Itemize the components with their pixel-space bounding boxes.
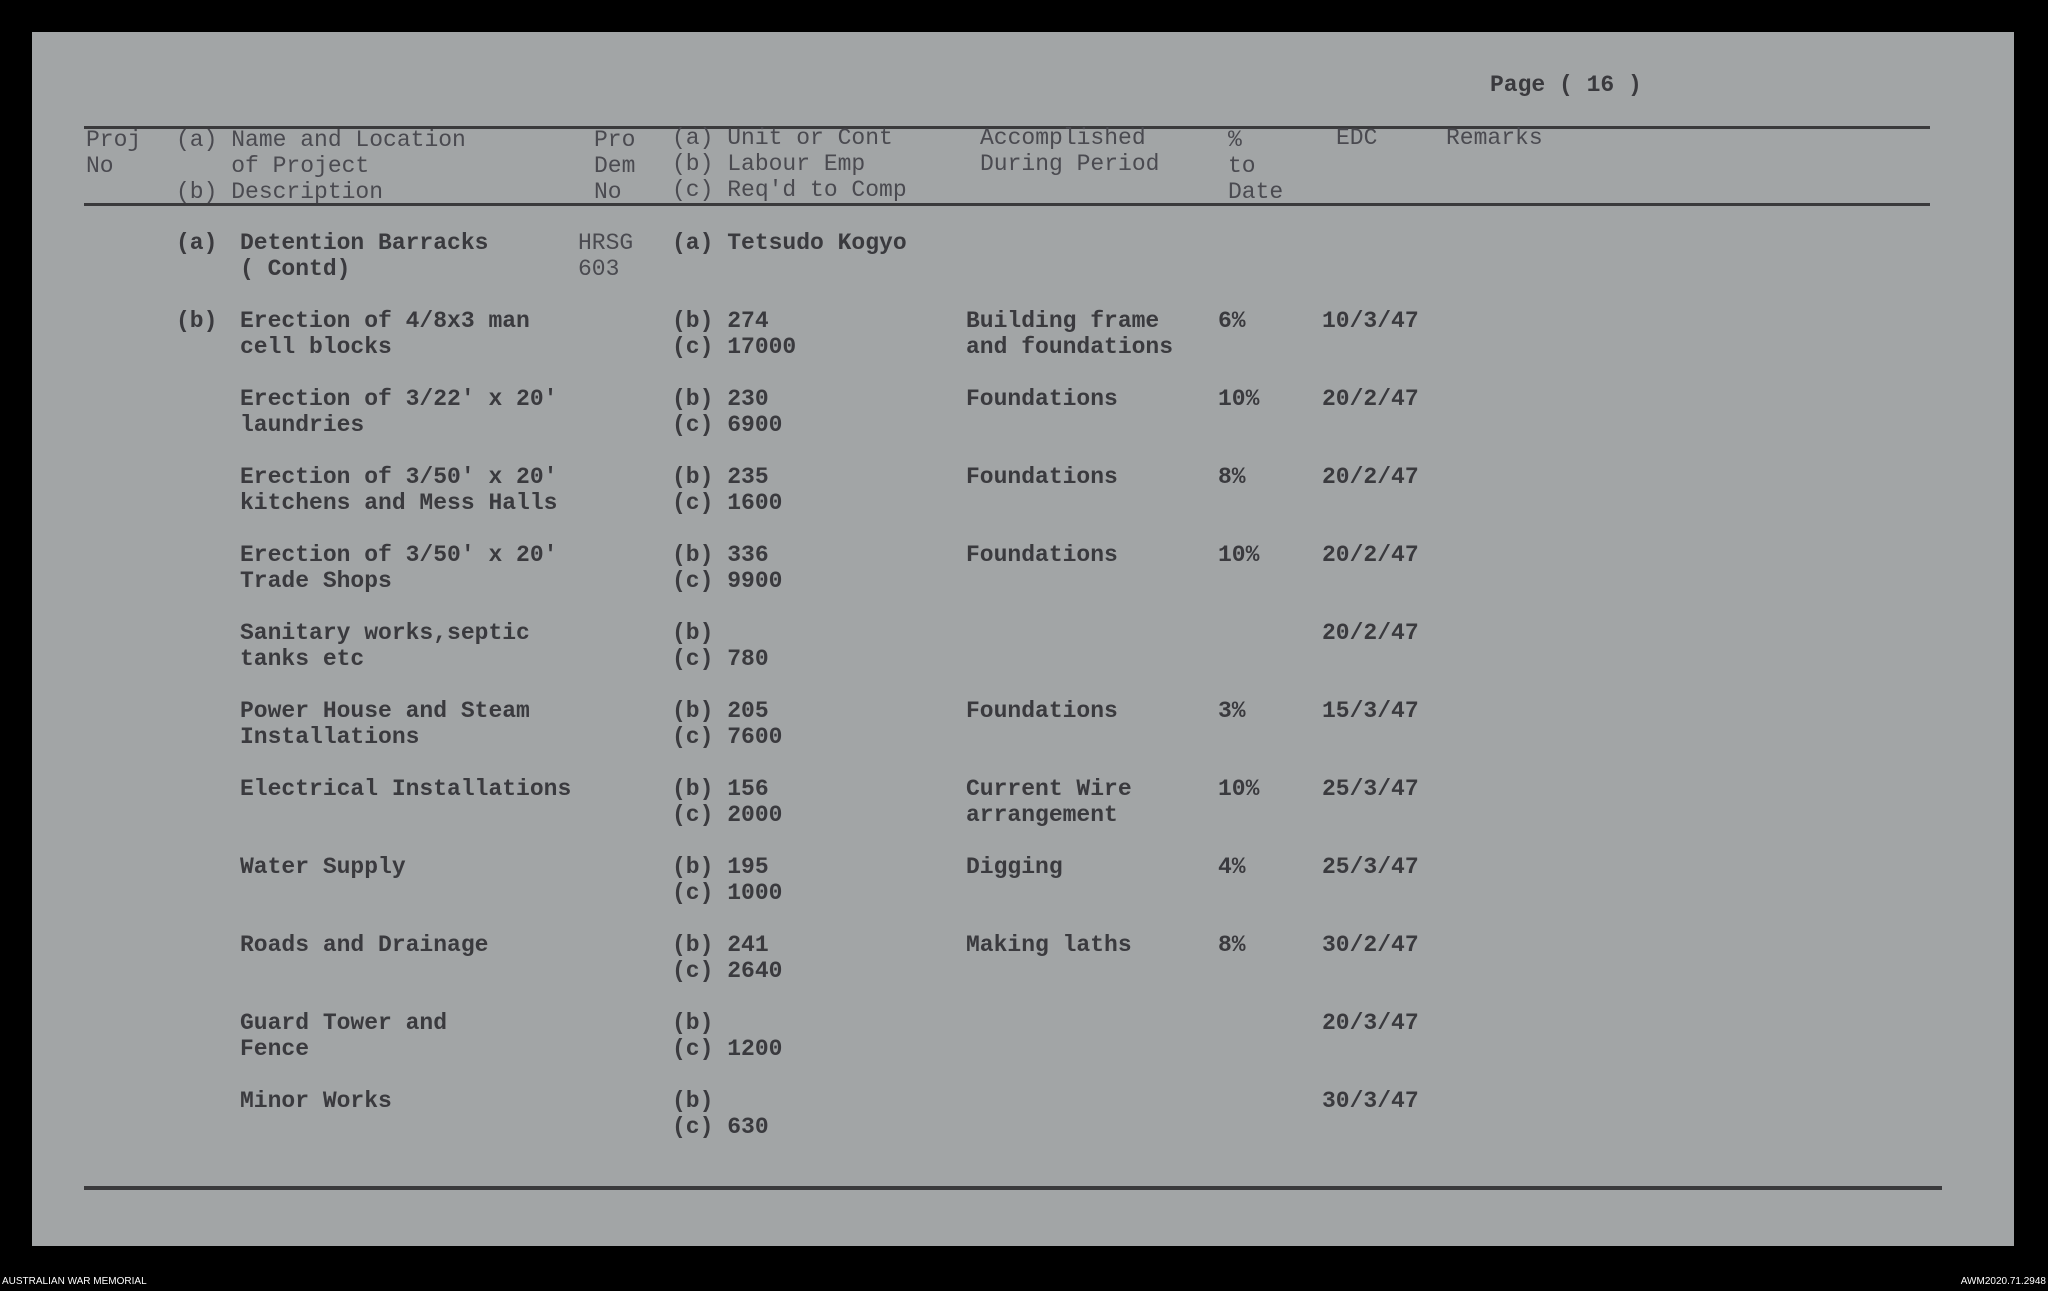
row-edc: 20/2/47 [1322,464,1419,490]
row-percent: 6% [1218,308,1246,334]
row-labour-emp: (b) [672,620,714,646]
row-description: Electrical Installations [240,776,572,802]
row-edc: 15/3/47 [1322,698,1419,724]
row-req-to-comp: (c) 1000 [672,880,783,906]
row-req-to-comp: (c) 6900 [672,412,783,438]
header-accomplished: Accomplished During Period [980,125,1160,177]
row-edc: 20/2/47 [1322,542,1419,568]
row-labour-emp: (b) [672,1010,714,1036]
row-accomplished: Foundations [966,386,1118,412]
description-marker: (b) [176,308,218,334]
row-req-to-comp: (c) 2640 [672,958,783,984]
row-description: Roads and Drainage [240,932,489,958]
row-req-to-comp: (c) 1600 [672,490,783,516]
header-percent-to-date: % to Date [1228,127,1284,205]
row-percent: 8% [1218,464,1246,490]
row-accomplished: Foundations [966,698,1118,724]
row-req-to-comp: (c) 9900 [672,568,783,594]
footer-right: AWM2020.71.2948 [1960,1276,2046,1287]
row-labour-emp: (b) 235 [672,464,769,490]
row-labour-emp: (b) 195 [672,854,769,880]
row-req-to-comp: (c) 630 [672,1114,769,1140]
header-proj-no: Proj No [86,127,142,179]
footer-left: AUSTRALIAN WAR MEMORIAL [2,1276,147,1287]
row-edc: 25/3/47 [1322,776,1419,802]
header-remarks: Remarks [1446,125,1543,151]
row-percent: 4% [1218,854,1246,880]
row-req-to-comp: (c) 780 [672,646,769,672]
row-edc: 25/3/47 [1322,854,1419,880]
row-labour-emp: (b) [672,1088,714,1114]
row-description: Guard Tower and Fence [240,1010,448,1062]
row-labour-emp: (b) 156 [672,776,769,802]
row-edc: 30/3/47 [1322,1088,1419,1114]
project-unit: (a) Tetsudo Kogyo [672,230,907,256]
row-percent: 10% [1218,386,1260,412]
row-description: Erection of 3/50' x 20' Trade Shops [240,542,558,594]
page-number: Page ( 16 ) [1490,72,1642,98]
project-name: Detention Barracks ( Contd) [240,230,489,282]
row-percent: 8% [1218,932,1246,958]
project-pro-dem-no: HRSG 603 [578,230,634,282]
row-edc: 20/2/47 [1322,386,1419,412]
row-req-to-comp: (c) 1200 [672,1036,783,1062]
row-labour-emp: (b) 230 [672,386,769,412]
row-description: Power House and Steam Installations [240,698,530,750]
row-description: Minor Works [240,1088,392,1114]
row-edc: 20/2/47 [1322,620,1419,646]
bottom-rule [84,1186,1942,1190]
row-description: Erection of 3/50' x 20' kitchens and Mess Halls [240,464,558,516]
row-percent: 10% [1218,542,1260,568]
row-labour-emp: (b) 241 [672,932,769,958]
row-description: Erection of 3/22' x 20' laundries [240,386,558,438]
header-pro-dem-no: Pro Dem No [594,127,636,205]
row-labour-emp: (b) 274 [672,308,769,334]
row-req-to-comp: (c) 7600 [672,724,783,750]
header-edc: EDC [1336,125,1378,151]
row-req-to-comp: (c) 2000 [672,802,783,828]
row-edc: 30/2/47 [1322,932,1419,958]
row-accomplished: Current Wire arrangement [966,776,1132,828]
row-labour-emp: (b) 336 [672,542,769,568]
row-accomplished: Building frame and foundations [966,308,1174,360]
row-req-to-comp: (c) 17000 [672,334,797,360]
project-marker: (a) [176,230,218,256]
row-accomplished: Foundations [966,542,1118,568]
row-accomplished: Digging [966,854,1063,880]
header-unit-labour: (a) Unit or Cont (b) Labour Emp (c) Req'd to Comp [672,125,907,203]
row-percent: 3% [1218,698,1246,724]
row-description: Sanitary works,septic tanks etc [240,620,530,672]
row-accomplished: Foundations [966,464,1118,490]
row-edc: 20/3/47 [1322,1010,1419,1036]
row-labour-emp: (b) 205 [672,698,769,724]
row-description: Water Supply [240,854,406,880]
row-edc: 10/3/47 [1322,308,1419,334]
header-name-location: (a) Name and Location of Project (b) Description [176,127,466,205]
row-percent: 10% [1218,776,1260,802]
row-description: Erection of 4/8x3 man cell blocks [240,308,530,360]
row-accomplished: Making laths [966,932,1132,958]
